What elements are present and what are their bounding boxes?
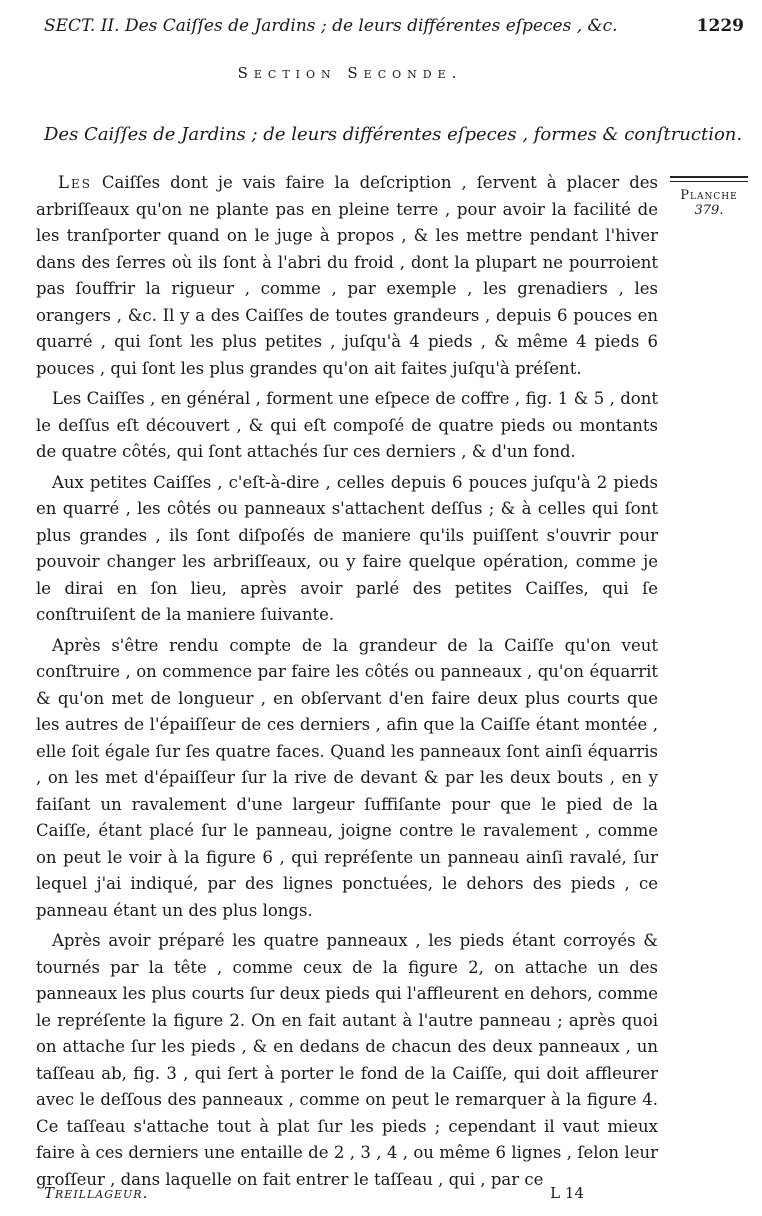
chapter-subtitle: Des Caiſſes de Jardins ; de leurs différentes eſpeces , formes & conſtruction. [44,124,743,145]
paragraph: Les Caiſſes , en général , forment une eſpece de coffre , fig. 1 & 5 , dont le deſſus eſt découvert , & qui eſt compoſé de quatre pieds ou montants de quatre côtés, qui ſont attachés ſur ces derniers , & d'un fond. [36,389,658,461]
running-header [44,8,744,44]
page-footer [44,1180,584,1210]
paragraph: Aux petites Caiſſes , c'eſt-à-dire , celles depuis 6 pouces juſqu'à 2 pieds en quarré , les côtés ou panneaux s'attachent deſſus ; & à celles qui ſont plus grandes , ils ſont diſpoſés de maniere qu'ils puiſſent s'ouvrir pour pouvoir changer les arbriſſeaux, ou y faire quelque opération, comme je le dirai en ſon lieu, après avoir parlé des petites Caiſſes, qui ſe conſtruiſent de la maniere ſuivante. [36,472,658,624]
paragraph-text: Caiſſes dont je vais faire la deſcription , ſervent à placer des arbriſſeaux qu'on ne plante pas en pleine terre , pour avoir la facilité de les tranſporter quand on le juge à propos , & les mettre pendant l'hiver dans des ſerres où ils ſont à l'abri du froid , dont la plupart ne pourroient pas ſouffrir la rigueur , comme , par exemple , les grenadiers , les orangers , &c. Il y a des Caiſſes de toutes grandeurs , depuis 6 pouces en quarré , qui ſont les plus petites , juſqu'à 4 pieds , & même 4 pieds 6 pouces , qui ſont les plus grandes qu'on ait faites juſqu'à préſent. [36,173,658,378]
paragraph: Après s'être rendu compte de la grandeur de la Caiſſe qu'on veut conſtruire , on commence par faire les côtés ou panneaux , qu'on équarrit & qu'on met de longueur , en obſervant d'en faire deux plus courts que les autres de l'épaiſſeur de ces derniers , afin que la Caiſſe étant montée , elle ſoit égale ſur ſes quatre faces. Quand les panneaux ſont ainſi équarris , on les met d'épaiſſeur ſur la rive de devant & par les deux bouts , en y faiſant un ravalement d'une largeur ſuffiſante pour que le pied de la Caiſſe, étant placé ſur le panneau, joigne contre le ravalement , comme on peut le voir à la figure 6 , qui repréſente un panneau ainſi ravalé, ſur lequel j'ai indiqué, par des lignes ponctuées, le dehors des pieds , ce panneau étant un des plus longs. [36,635,658,920]
running-title: SECT. II. Des Caiſſes de Jardins ; de leurs différentes eſpeces , &c. [44,16,618,36]
plate-label: Planche [680,188,738,203]
plate-number: 379. [694,203,724,218]
gathering-mark: L 14 [550,1184,584,1202]
body-text [36,170,658,1189]
signature-mark: Treillageur. [44,1184,149,1202]
opening-word: Les [58,173,92,192]
margin-note [664,176,754,218]
paragraph [36,170,658,382]
margin-rule [670,176,748,182]
paragraph: Après avoir préparé les quatre panneaux , les pieds étant corroyés & tournés par la tête , comme ceux de la figure 2, on attache un des panneaux les plus courts ſur deux pieds qui l'affleurent en dehors, comme le repréſente la figure 2. On en fait autant à l'autre panneau ; après quoi on attache ſur les pieds , & en dedans de chacun des deux panneaux , un taſſeau ab, fig. 3 , qui ſert à porter le fond de la Caiſſe, qui doit affleurer avec le deſſous des panneaux , comme on peut le remarquer à la figure 4. Ce taſſeau s'attache tout à plat ſur les pieds ; cependant il vaut mieux faire à ces derniers une entaille de 2 , 3 , 4 , ou même 6 lignes , ſelon leur groſſeur , dans laquelle on fait entrer le taſſeau , qui , par ce [36,931,658,1189]
page-number: 1229 [696,16,744,36]
section-title: Section Seconde. [237,64,463,82]
